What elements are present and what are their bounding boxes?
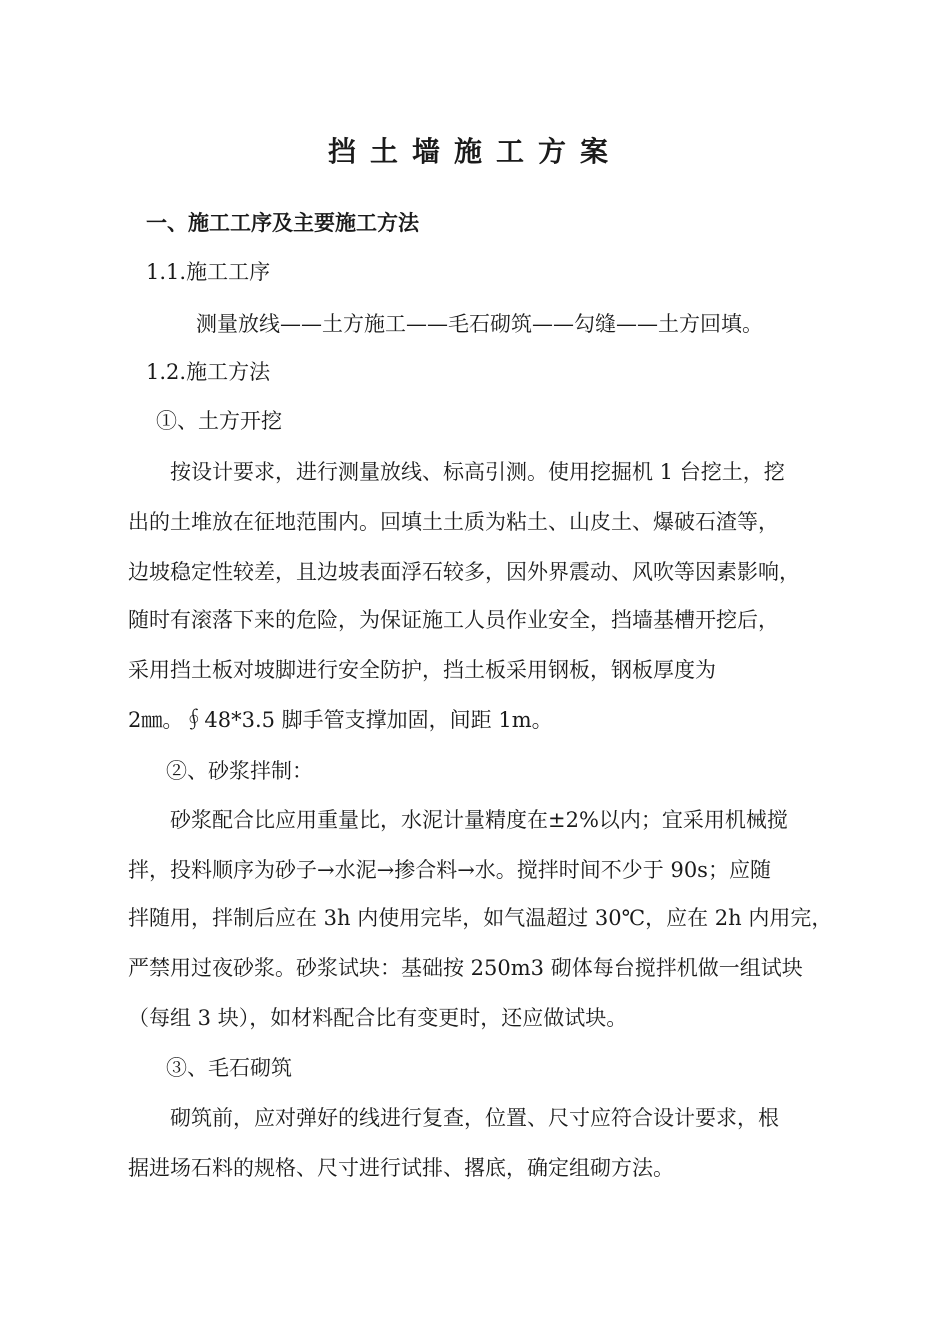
item-label: ②、砂浆拌制： [166, 759, 313, 783]
section-heading: 一、施工工序及主要施工方法 [146, 210, 419, 235]
paragraph-line: 按设计要求，进行测量放线、标高引测。使用挖掘机 1 台挖土，挖 [170, 460, 785, 484]
paragraph-line: 砂浆配合比应用重量比，水泥计量精度在±2%以内；宜采用机械搅 [170, 808, 788, 832]
item-label: ①、土方开挖 [156, 409, 282, 433]
paragraph-line: 严禁用过夜砂浆。砂浆试块：基础按 250m3 砌体每台搅拌机做一组试块 [128, 956, 803, 980]
subsection-label: 1.1.施工工序 [146, 260, 271, 284]
subsection-label: 1.2.施工方法 [146, 360, 271, 384]
paragraph-line: 拌，投料顺序为砂子→水泥→掺合料→水。搅拌时间不少于 90s；应随 [128, 858, 771, 882]
paragraph-line: （每组 3 块），如材料配合比有变更时，还应做试块。 [128, 1006, 628, 1030]
paragraph-line: 2㎜。∮48*3.5 脚手管支撑加固，间距 1m。 [128, 708, 553, 732]
paragraph-line: 采用挡土板对坡脚进行安全防护，挡土板采用钢板，钢板厚度为 [128, 658, 716, 682]
paragraph-line: 出的土堆放在征地范围内。回填土土质为粘土、山皮土、爆破石渣等， [128, 510, 779, 534]
paragraph-line: 测量放线——土方施工——毛石砌筑——勾缝——土方回填。 [196, 312, 763, 336]
item-label: ③、毛石砌筑 [166, 1056, 292, 1080]
paragraph-line: 据进场石料的规格、尺寸进行试排、撂底，确定组砌方法。 [128, 1156, 674, 1180]
paragraph-line: 边坡稳定性较差，且边坡表面浮石较多，因外界震动、风吹等因素影响， [128, 560, 800, 584]
document-title: 挡土墙施工方案 [327, 135, 622, 168]
paragraph-line: 拌随用，拌制后应在 3h 内使用完毕，如气温超过 30℃，应在 2h 内用完， [128, 906, 833, 930]
paragraph-line: 砌筑前，应对弹好的线进行复查，位置、尺寸应符合设计要求，根 [170, 1106, 779, 1130]
paragraph-line: 随时有滚落下来的危险，为保证施工人员作业安全，挡墙基槽开挖后， [128, 608, 779, 632]
